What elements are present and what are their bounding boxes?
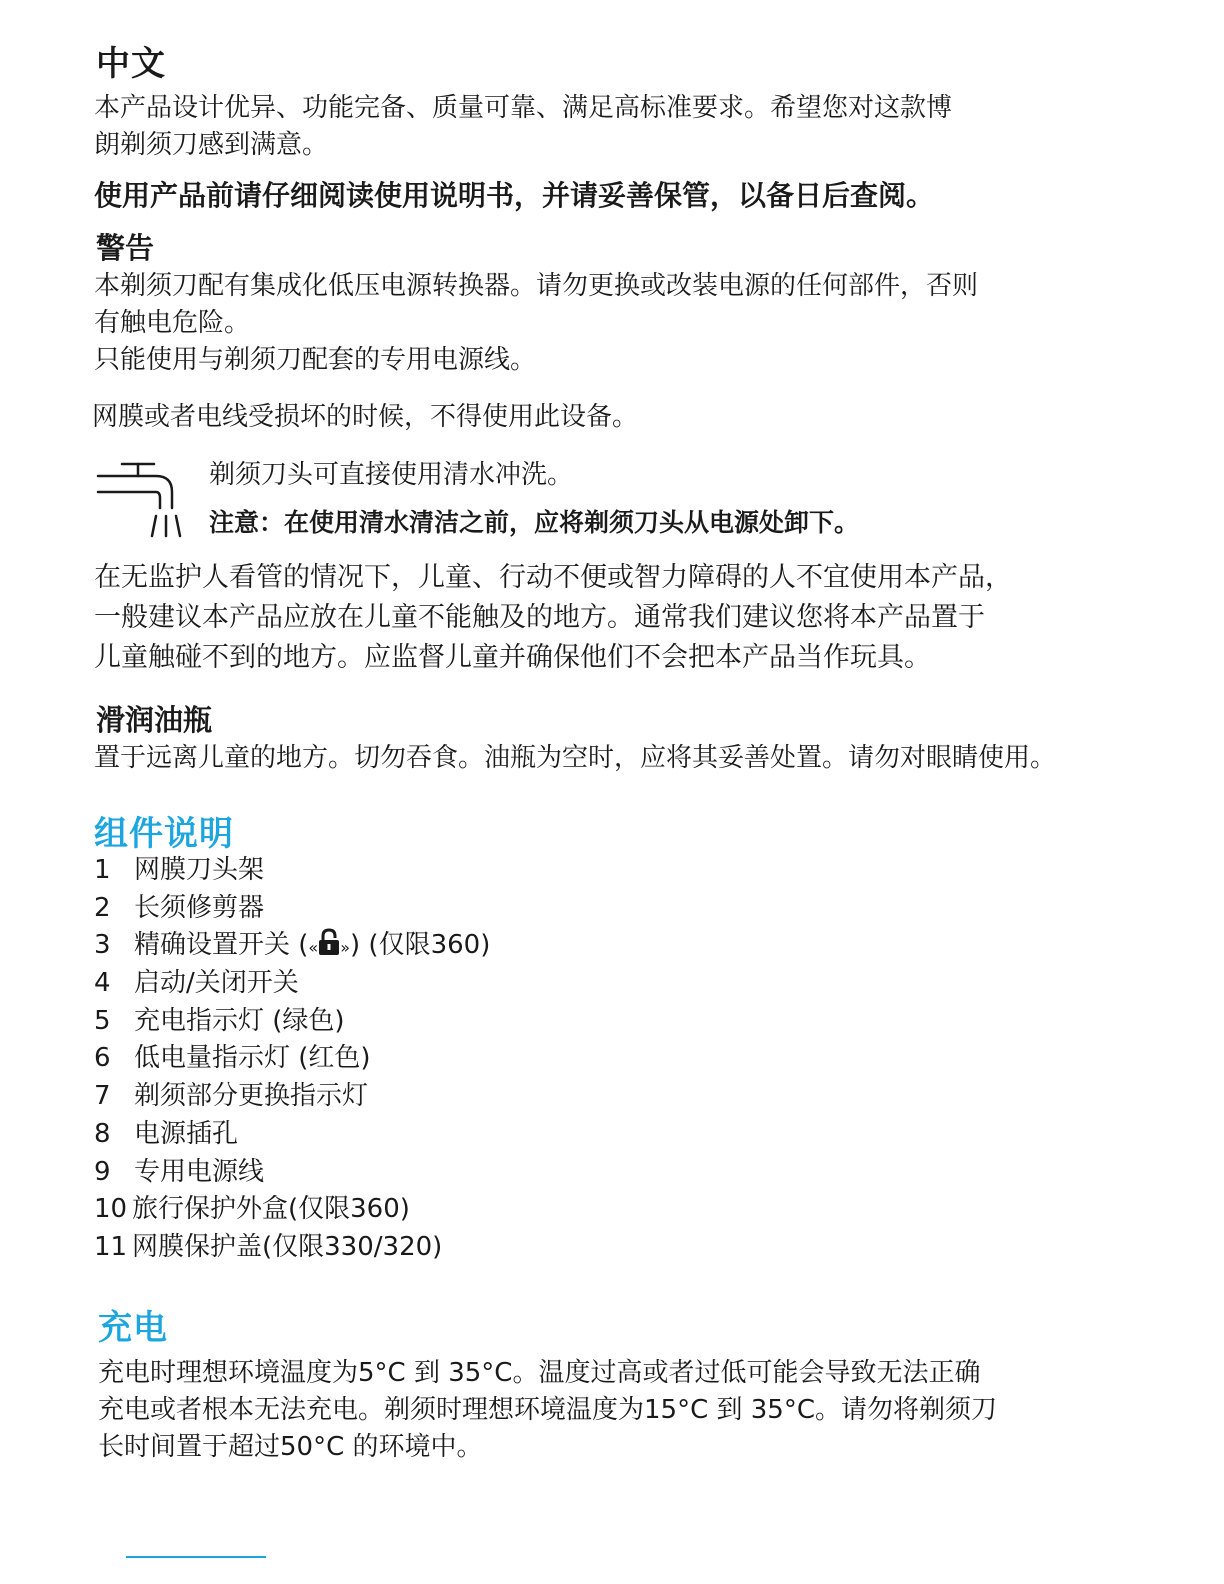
warning-paragraph: [94, 268, 978, 379]
part-number: 1: [94, 855, 111, 885]
part-number: 6: [94, 1043, 111, 1074]
part-label: 启动/关闭开关: [134, 968, 299, 999]
list-item: [94, 1078, 490, 1116]
read-notice: 使用产品前请仔细阅读使用说明书，并请妥善保管，以备日后查阅。: [94, 179, 935, 212]
part-label-pre: 精确设置开关 (: [134, 930, 309, 961]
part-number: 8: [94, 1118, 111, 1149]
list-item: [94, 852, 490, 890]
part-label: 长须修剪器: [134, 892, 265, 923]
parts-heading: 组件说明: [94, 814, 234, 854]
charging-heading: 充电: [98, 1308, 168, 1348]
part-label: 旅行保护外盒(仅限360): [132, 1194, 410, 1225]
damage-warning: 网膜或者电线受损坏的时候，不得使用此设备。: [92, 402, 639, 432]
children-line: 在无监护人看管的情况下，儿童、行动不便或智力障碍的人不宜使用本产品，: [94, 562, 1012, 593]
oil-text: 置于远离儿童的地方。切勿吞食。油瓶为空时，应将其妥善处置。请勿对眼睛使用。: [94, 743, 1057, 773]
part-number: 10: [94, 1194, 128, 1225]
part-label: 电源插孔: [134, 1118, 239, 1149]
warning-line: 本剃须刀配有集成化低压电源转换器。请勿更换或改装电源的任何部件，否则: [94, 271, 979, 301]
intro-line: 本产品设计优异、功能完备、质量可靠、满足高标准要求。希望您对这款博: [94, 93, 953, 123]
lock-arrow-left: «: [308, 938, 319, 958]
water-rinse-text: 剃须刀头可直接使用清水冲洗。: [209, 460, 574, 490]
list-item: [94, 1003, 490, 1041]
warning-heading: 警告: [96, 231, 155, 265]
footer-divider: [126, 1556, 266, 1558]
list-item: [94, 1116, 490, 1154]
lock-icon: [318, 928, 340, 968]
list-item: [94, 1154, 490, 1192]
lock-arrow-right: »: [340, 938, 351, 958]
part-label-post: ) (仅限360): [350, 930, 491, 961]
list-item: [94, 927, 490, 965]
part-number: 5: [94, 1005, 111, 1036]
water-tap-icon: [94, 458, 186, 542]
intro-line: 朗剃须刀感到满意。: [94, 130, 329, 160]
list-item: [94, 1229, 490, 1267]
list-item: [94, 965, 490, 1003]
water-rinse-note: 注意：在使用清水清洁之前，应将剃须刀头从电源处卸下。: [209, 508, 860, 537]
part-number: 3: [94, 930, 111, 961]
oil-heading: 滑润油瓶: [96, 703, 213, 737]
list-item: [94, 1040, 490, 1078]
part-label: 专用电源线: [134, 1156, 265, 1187]
part-label: 充电指示灯 (绿色): [134, 1005, 345, 1036]
children-paragraph: [94, 558, 1012, 678]
part-number: 9: [94, 1156, 111, 1187]
part-number: 4: [94, 968, 111, 999]
part-number: 2: [94, 892, 111, 923]
part-number: 7: [94, 1081, 111, 1112]
charging-line: 长时间置于超过50°C 的环境中。: [98, 1432, 483, 1462]
children-line: 儿童触碰不到的地方。应监督儿童并确保他们不会把本产品当作玩具。: [94, 642, 931, 673]
intro-paragraph: [94, 90, 952, 164]
part-label: 剃须部分更换指示灯: [134, 1081, 369, 1112]
charging-paragraph: [98, 1355, 997, 1466]
part-number: 11: [94, 1231, 128, 1262]
charging-line: 充电时理想环境温度为5°C 到 35°C。温度过高或者过低可能会导致无法正确: [98, 1358, 981, 1388]
page-title: 中文: [96, 44, 166, 84]
list-item: [94, 890, 490, 928]
parts-list: [94, 852, 490, 1267]
warning-line: 只能使用与剃须刀配套的专用电源线。: [94, 345, 537, 375]
part-label: 低电量指示灯 (红色): [134, 1043, 371, 1074]
warning-line: 有触电危险。: [94, 308, 251, 338]
list-item: [94, 1191, 490, 1229]
part-label: 网膜刀头架: [134, 855, 265, 885]
part-label: 网膜保护盖(仅限330/320): [132, 1231, 443, 1262]
children-line: 一般建议本产品应放在儿童不能触及的地方。通常我们建议您将本产品置于: [94, 602, 985, 633]
charging-line: 充电或者根本无法充电。剃须时理想环境温度为15°C 到 35°C。请勿将剃须刀: [98, 1395, 998, 1425]
